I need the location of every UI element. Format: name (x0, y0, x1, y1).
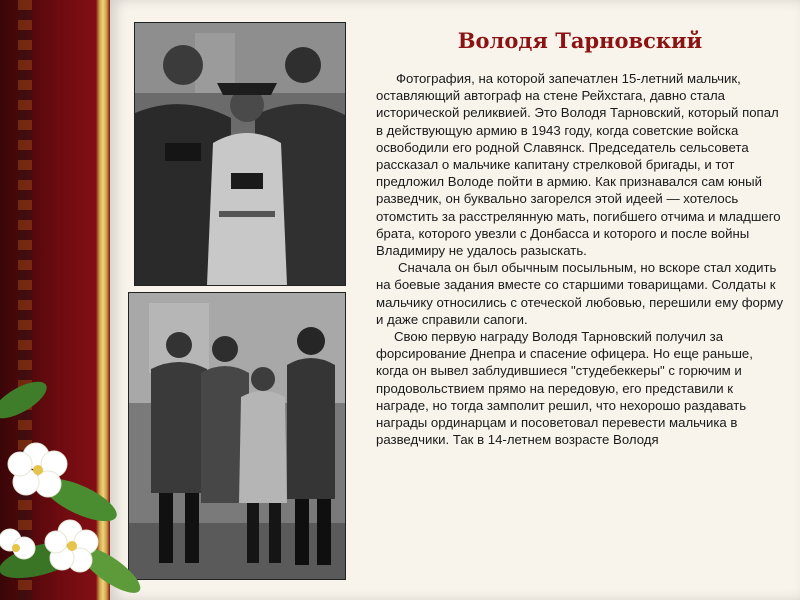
historical-photo-top (134, 22, 346, 286)
article-text (376, 70, 786, 448)
paragraph-2: Сначала он был обычным посыльным, но вскоре стал ходить на боевые задания вместе со старшими товарищами. Солдаты к мальчику относились с отеческой любовью, перешили ему форму и даже справили сапоги. (376, 260, 784, 327)
page-title: Володя Тарновский (457, 28, 703, 53)
photo-top-illustration (135, 23, 345, 285)
jasmine-flowers-decoration (0, 360, 170, 600)
paragraph-1: Фотография, на которой запечатлен 15-летний мальчик, оставляющий автограф на стене Рейхстага, давно стала исторической реликвией. Это Володя Тарновский, который попал в действующую армию в 1943 году, когда советские войска освободили его родной Славянск. Председатель сельсовета рассказал о мальчике капитану стрелковой бригады, и тот предложил Володе пойти в армию. Как признавался сам юный разведчик, он буквально загорелся этой идеей — хотелось отомстить за расстрелянную мать, погибшего отчима и младшего брата, которого увезли с Донбасса и которого и после войны Владимиру не удалось разыскать. (376, 71, 781, 259)
paragraph-3: Свою первую награду Володя Тарновский получил за форсирование Днепра и спасение офицера. Но еще раньше, когда он вывел заблудившиеся "студебеккеры" с горючим и продовольствием прямо на передовую, его представили к награде, но тогда замполит решил, что нехорошо раздавать награды ординарцам и посоветовал перевести мальчика в разведчики. Так в 14-летнем возрасте Володя (376, 329, 753, 448)
